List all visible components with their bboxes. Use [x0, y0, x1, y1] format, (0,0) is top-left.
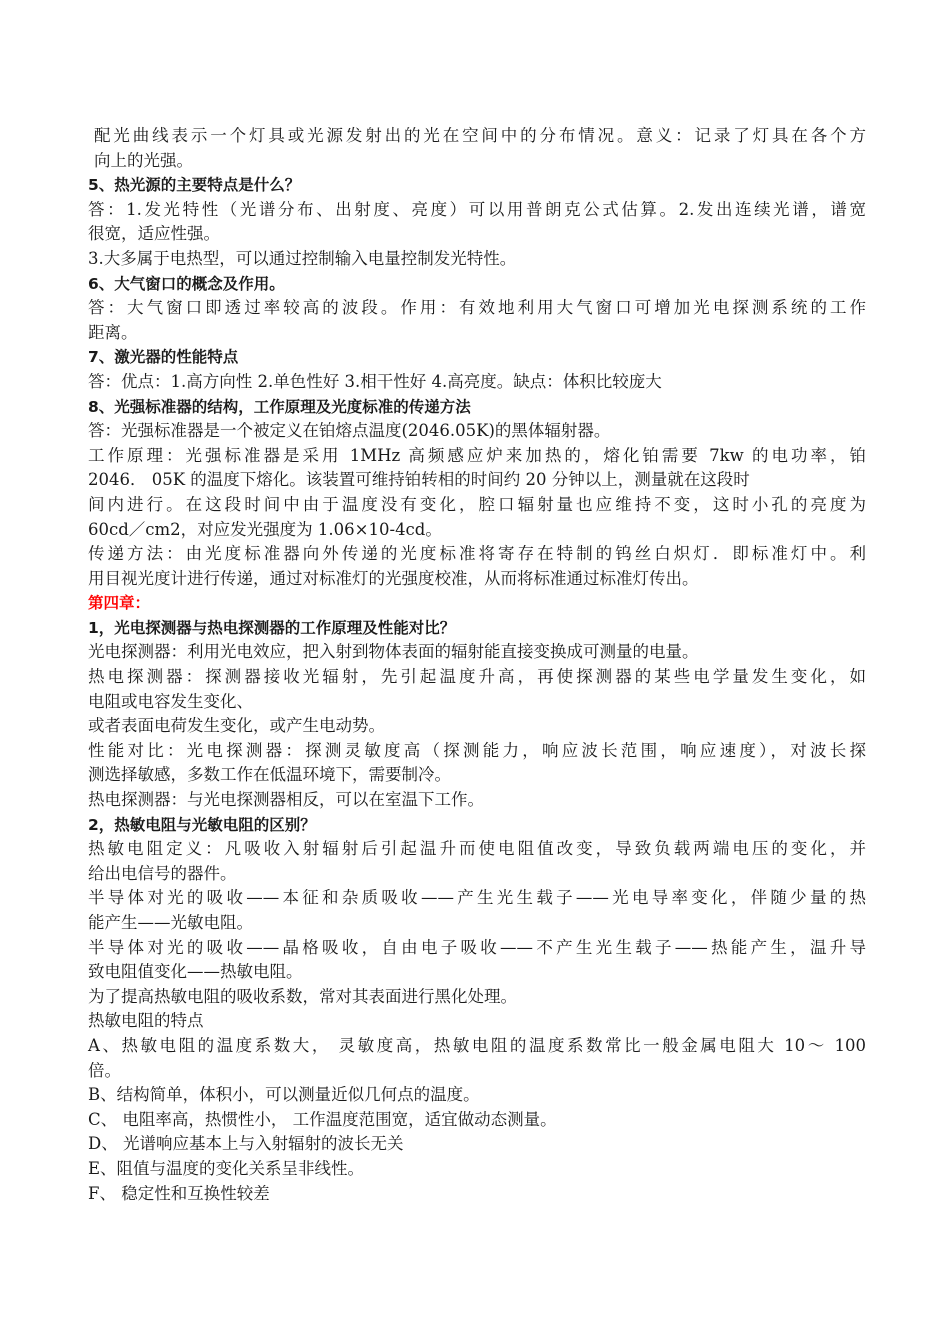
text-line: 电阻或电容发生变化、 — [88, 691, 253, 711]
text-line: 测选择敏感，多数工作在低温环境下，需要制冷。 — [88, 765, 451, 785]
text-line: 2046． 05K 的温度下熔化。该装置可维持铂转相的时间约 20 分钟以上，测量就在这段时 — [88, 470, 750, 490]
chapter-heading: 第四章： — [88, 594, 151, 613]
section-heading: 2，热敏电阻与光敏电阻的区别？ — [88, 815, 316, 834]
text-line: 给出电信号的器件。 — [88, 863, 237, 883]
text-line: 答：优点：1.高方向性 2.单色性好 3.相干性好 4.高亮度。缺点：体积比较庞大 — [88, 371, 662, 391]
text-line: 工作原理：光强标准器是采用 1MHz 高频感应炉来加热的，熔化铂需要 7kw 的电功率，铂 — [88, 445, 866, 465]
text-line: A、热敏电阻的温度系数大， 灵敏度高，热敏电阻的温度系数常比一般金属电阻大 10～ 100 — [88, 1035, 866, 1055]
text-line: F、 稳定性和互换性较差 — [88, 1183, 270, 1203]
text-line: 或者表面电荷发生变化，或产生电动势。 — [88, 716, 385, 736]
document-page — [88, 124, 866, 1206]
text-line: 答：光强标准器是一个被定义在铂熔点温度(2046.05K)的黑体辐射器。 — [88, 421, 611, 441]
text-line: 能产生——光敏电阻。 — [88, 913, 253, 932]
text-line: 答：大气窗口即透过率较高的波段。作用：有效地利用大气窗口可增加光电探测系统的工作 — [88, 298, 866, 318]
text-line: 60cd／cm2，对应发光强度为 1.06×10-4cd。 — [88, 519, 442, 539]
text-line: D、 光谱响应基本上与入射辐射的波长无关 — [88, 1134, 404, 1154]
text-line: 光电探测器：利用光电效应，把入射到物体表面的辐射能直接变换成可测量的电量。 — [88, 642, 699, 662]
text-line: C、 电阻率高，热惯性小， 工作温度范围宽，适宜做动态测量。 — [88, 1109, 557, 1129]
text-line: 半导体对光的吸收——本征和杂质吸收——产生光生载子——光电导率变化，伴随少量的热 — [88, 888, 866, 908]
text-line: 热电探测器：探测器接收光辐射，先引起温度升高，再使探测器的某些电学量发生变化，如 — [88, 667, 866, 687]
section-heading: 7、激光器的性能特点 — [88, 348, 239, 367]
text-line: 间内进行。在这段时间中由于温度没有变化，腔口辐射量也应维持不变，这时小孔的亮度为 — [88, 494, 866, 514]
text-line: B、结构简单，体积小，可以测量近似几何点的温度。 — [88, 1085, 480, 1105]
text-line: 很宽，适应性强。 — [88, 224, 220, 244]
text-line: 距离。 — [88, 322, 138, 342]
section-heading: 8、光强标准器的结构，工作原理及光度标准的传递方法 — [88, 397, 471, 416]
text-line: 性能对比：光电探测器：探测灵敏度高（探测能力，响应波长范围，响应速度），对波长探 — [88, 740, 866, 760]
section-heading: 5、热光源的主要特点是什么？ — [88, 176, 301, 195]
text-line: 热敏电阻定义：凡吸收入射辐射后引起温升而使电阻值改变，导致负载两端电压的变化，并 — [88, 839, 866, 859]
section-heading: 6、大气窗口的概念及作用。 — [88, 274, 285, 293]
text-line: 热敏电阻的特点 — [88, 1011, 204, 1031]
text-line: 热电探测器：与光电探测器相反，可以在室温下工作。 — [88, 790, 484, 810]
section-heading: 1，光电探测器与热电探测器的工作原理及性能对比？ — [88, 618, 456, 637]
text-line: 答：1.发光特性（光谱分布、出射度、亮度）可以用普朗克公式估算。2.发出连续光谱，谱宽 — [88, 199, 866, 219]
text-line: 传递方法：由光度标准器向外传递的光度标准将寄存在特制的钨丝白炽灯．即标准灯中。利 — [88, 544, 866, 564]
text-line: 用目视光度计进行传递，通过对标准灯的光强度校准，从而将标准通过标准灯传出。 — [88, 568, 699, 588]
text-line: 致电阻值变化——热敏电阻。 — [88, 962, 303, 982]
text-line: 为了提高热敏电阻的吸收系数，常对其表面进行黑化处理。 — [88, 986, 517, 1006]
text-line: 半导体对光的吸收——晶格吸收，自由电子吸收——不产生光生载子——热能产生，温升导 — [88, 937, 866, 957]
text-line: 配光曲线表示一个灯具或光源发射出的光在空间中的分布情况。意义：记录了灯具在各个方 — [94, 126, 866, 145]
text-line: 3.大多属于电热型，可以通过控制输入电量控制发光特性。 — [88, 248, 517, 268]
text-line: 向上的光强。 — [94, 150, 193, 170]
text-line: 倍。 — [88, 1060, 121, 1080]
text-line: E、阻值与温度的变化关系呈非线性。 — [88, 1158, 365, 1178]
